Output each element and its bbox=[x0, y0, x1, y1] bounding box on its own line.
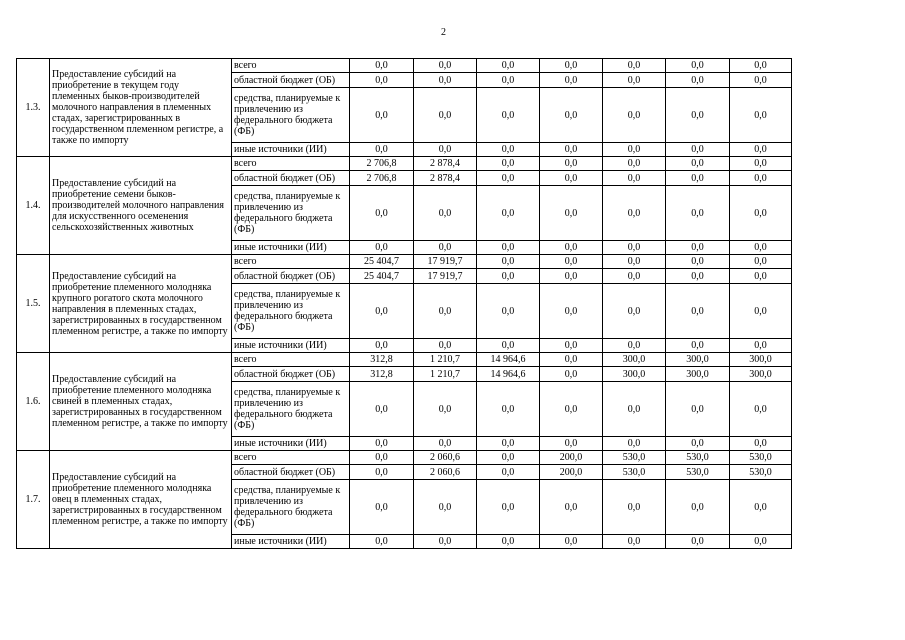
value-cell: 2 060,6 bbox=[414, 451, 477, 465]
value-cell: 300,0 bbox=[603, 353, 666, 367]
value-cell: 0,0 bbox=[603, 269, 666, 284]
funding-source-label: иные источники (ИИ) bbox=[232, 535, 350, 549]
value-cell: 0,0 bbox=[540, 59, 603, 73]
value-cell: 0,0 bbox=[414, 284, 477, 339]
funding-source-label: областной бюджет (ОБ) bbox=[232, 269, 350, 284]
funding-source-label: всего bbox=[232, 353, 350, 367]
value-cell: 1 210,7 bbox=[414, 353, 477, 367]
value-cell: 0,0 bbox=[666, 157, 730, 171]
value-cell: 0,0 bbox=[477, 535, 540, 549]
value-cell: 0,0 bbox=[414, 382, 477, 437]
value-cell: 0,0 bbox=[730, 143, 792, 157]
value-cell: 0,0 bbox=[603, 171, 666, 186]
value-cell: 0,0 bbox=[350, 59, 414, 73]
value-cell: 0,0 bbox=[666, 284, 730, 339]
value-cell: 0,0 bbox=[666, 88, 730, 143]
value-cell: 0,0 bbox=[477, 451, 540, 465]
value-cell: 0,0 bbox=[730, 382, 792, 437]
funding-source-label: средства, планируемые к привлечению из федерального бюджета (ФБ) bbox=[232, 186, 350, 241]
funding-source-label: иные источники (ИИ) bbox=[232, 241, 350, 255]
value-cell: 0,0 bbox=[350, 437, 414, 451]
table-row bbox=[17, 59, 792, 73]
value-cell: 0,0 bbox=[350, 339, 414, 353]
value-cell: 0,0 bbox=[603, 241, 666, 255]
value-cell: 25 404,7 bbox=[350, 255, 414, 269]
value-cell: 0,0 bbox=[666, 171, 730, 186]
value-cell: 0,0 bbox=[603, 157, 666, 171]
funding-source-label: средства, планируемые к привлечению из федерального бюджета (ФБ) bbox=[232, 88, 350, 143]
value-cell: 0,0 bbox=[730, 255, 792, 269]
funding-source-label: средства, планируемые к привлечению из федерального бюджета (ФБ) bbox=[232, 480, 350, 535]
table-row bbox=[17, 451, 792, 465]
funding-source-label: всего bbox=[232, 157, 350, 171]
value-cell: 300,0 bbox=[730, 367, 792, 382]
value-cell: 0,0 bbox=[730, 171, 792, 186]
value-cell: 0,0 bbox=[350, 143, 414, 157]
funding-source-label: областной бюджет (ОБ) bbox=[232, 171, 350, 186]
value-cell: 0,0 bbox=[666, 241, 730, 255]
value-cell: 0,0 bbox=[666, 437, 730, 451]
value-cell: 0,0 bbox=[477, 241, 540, 255]
funding-source-label: иные источники (ИИ) bbox=[232, 437, 350, 451]
value-cell: 0,0 bbox=[414, 535, 477, 549]
funding-source-label: областной бюджет (ОБ) bbox=[232, 73, 350, 88]
value-cell: 0,0 bbox=[730, 186, 792, 241]
value-cell: 0,0 bbox=[730, 437, 792, 451]
value-cell: 0,0 bbox=[540, 284, 603, 339]
value-cell: 0,0 bbox=[350, 382, 414, 437]
row-number: 1.7. bbox=[17, 451, 50, 549]
value-cell: 0,0 bbox=[414, 59, 477, 73]
funding-source-label: всего bbox=[232, 451, 350, 465]
row-number: 1.6. bbox=[17, 353, 50, 451]
value-cell: 0,0 bbox=[477, 382, 540, 437]
value-cell: 200,0 bbox=[540, 451, 603, 465]
value-cell: 0,0 bbox=[540, 382, 603, 437]
value-cell: 0,0 bbox=[666, 59, 730, 73]
value-cell: 312,8 bbox=[350, 353, 414, 367]
value-cell: 0,0 bbox=[540, 339, 603, 353]
table-row bbox=[17, 157, 792, 171]
table-body bbox=[17, 59, 792, 549]
value-cell: 0,0 bbox=[603, 382, 666, 437]
value-cell: 0,0 bbox=[477, 157, 540, 171]
value-cell: 0,0 bbox=[477, 437, 540, 451]
funding-source-label: областной бюджет (ОБ) bbox=[232, 367, 350, 382]
value-cell: 0,0 bbox=[730, 269, 792, 284]
value-cell: 0,0 bbox=[603, 535, 666, 549]
row-number: 1.3. bbox=[17, 59, 50, 157]
subsidy-table bbox=[16, 58, 792, 549]
value-cell: 17 919,7 bbox=[414, 255, 477, 269]
value-cell: 0,0 bbox=[666, 186, 730, 241]
value-cell: 0,0 bbox=[603, 284, 666, 339]
value-cell: 0,0 bbox=[540, 143, 603, 157]
value-cell: 0,0 bbox=[414, 88, 477, 143]
value-cell: 0,0 bbox=[730, 241, 792, 255]
value-cell: 0,0 bbox=[540, 255, 603, 269]
value-cell: 1 210,7 bbox=[414, 367, 477, 382]
value-cell: 0,0 bbox=[477, 465, 540, 480]
value-cell: 0,0 bbox=[350, 451, 414, 465]
value-cell: 0,0 bbox=[540, 367, 603, 382]
value-cell: 0,0 bbox=[414, 241, 477, 255]
value-cell: 0,0 bbox=[666, 480, 730, 535]
value-cell: 0,0 bbox=[540, 186, 603, 241]
value-cell: 0,0 bbox=[603, 88, 666, 143]
value-cell: 0,0 bbox=[350, 73, 414, 88]
value-cell: 0,0 bbox=[477, 143, 540, 157]
value-cell: 0,0 bbox=[350, 535, 414, 549]
value-cell: 0,0 bbox=[540, 353, 603, 367]
value-cell: 0,0 bbox=[540, 241, 603, 255]
value-cell: 0,0 bbox=[666, 143, 730, 157]
value-cell: 0,0 bbox=[730, 284, 792, 339]
value-cell: 0,0 bbox=[730, 73, 792, 88]
value-cell: 530,0 bbox=[730, 451, 792, 465]
value-cell: 300,0 bbox=[730, 353, 792, 367]
value-cell: 2 878,4 bbox=[414, 157, 477, 171]
value-cell: 0,0 bbox=[730, 88, 792, 143]
value-cell: 0,0 bbox=[350, 88, 414, 143]
value-cell: 0,0 bbox=[603, 255, 666, 269]
value-cell: 0,0 bbox=[603, 339, 666, 353]
value-cell: 0,0 bbox=[477, 480, 540, 535]
value-cell: 530,0 bbox=[730, 465, 792, 480]
value-cell: 0,0 bbox=[603, 480, 666, 535]
value-cell: 200,0 bbox=[540, 465, 603, 480]
value-cell: 0,0 bbox=[350, 284, 414, 339]
value-cell: 0,0 bbox=[603, 186, 666, 241]
value-cell: 0,0 bbox=[730, 59, 792, 73]
value-cell: 0,0 bbox=[666, 382, 730, 437]
value-cell: 300,0 bbox=[666, 367, 730, 382]
value-cell: 0,0 bbox=[350, 480, 414, 535]
value-cell: 0,0 bbox=[414, 186, 477, 241]
value-cell: 0,0 bbox=[603, 59, 666, 73]
measure-title: Предоставление субсидий на приобретение племенного молодняка крупного рогатого скота молочного направления в племенных стадах, зарегистрированных в государственном племенном регистре, а также по импорту bbox=[50, 255, 232, 353]
value-cell: 0,0 bbox=[477, 171, 540, 186]
value-cell: 530,0 bbox=[603, 465, 666, 480]
value-cell: 0,0 bbox=[666, 255, 730, 269]
value-cell: 0,0 bbox=[350, 465, 414, 480]
value-cell: 0,0 bbox=[350, 241, 414, 255]
page-number: 2 bbox=[441, 27, 446, 38]
value-cell: 0,0 bbox=[477, 339, 540, 353]
value-cell: 0,0 bbox=[540, 171, 603, 186]
value-cell: 0,0 bbox=[414, 480, 477, 535]
value-cell: 300,0 bbox=[603, 367, 666, 382]
row-number: 1.4. bbox=[17, 157, 50, 255]
funding-source-label: иные источники (ИИ) bbox=[232, 339, 350, 353]
value-cell: 0,0 bbox=[477, 255, 540, 269]
funding-source-label: всего bbox=[232, 59, 350, 73]
value-cell: 14 964,6 bbox=[477, 367, 540, 382]
value-cell: 300,0 bbox=[666, 353, 730, 367]
funding-source-label: средства, планируемые к привлечению из федерального бюджета (ФБ) bbox=[232, 382, 350, 437]
measure-title: Предоставление субсидий на приобретение племенного молодняка свиней в племенных стадах, зарегистрированных в государственном племенном регистре, а также по импорту bbox=[50, 353, 232, 451]
value-cell: 0,0 bbox=[540, 73, 603, 88]
value-cell: 0,0 bbox=[540, 535, 603, 549]
value-cell: 14 964,6 bbox=[477, 353, 540, 367]
value-cell: 0,0 bbox=[477, 88, 540, 143]
value-cell: 0,0 bbox=[477, 59, 540, 73]
value-cell: 17 919,7 bbox=[414, 269, 477, 284]
value-cell: 0,0 bbox=[540, 88, 603, 143]
value-cell: 0,0 bbox=[540, 437, 603, 451]
value-cell: 0,0 bbox=[477, 269, 540, 284]
value-cell: 0,0 bbox=[540, 480, 603, 535]
value-cell: 2 706,8 bbox=[350, 171, 414, 186]
table-row bbox=[17, 353, 792, 367]
funding-source-label: всего bbox=[232, 255, 350, 269]
value-cell: 530,0 bbox=[666, 465, 730, 480]
measure-title: Предоставление субсидий на приобретение семени быков-производителей молочного направления для искусственного осеменения сельскохозяйственных животных bbox=[50, 157, 232, 255]
value-cell: 0,0 bbox=[414, 143, 477, 157]
value-cell: 0,0 bbox=[666, 535, 730, 549]
table-row bbox=[17, 255, 792, 269]
value-cell: 0,0 bbox=[666, 269, 730, 284]
value-cell: 0,0 bbox=[603, 437, 666, 451]
value-cell: 0,0 bbox=[603, 73, 666, 88]
row-number: 1.5. bbox=[17, 255, 50, 353]
value-cell: 0,0 bbox=[540, 269, 603, 284]
value-cell: 530,0 bbox=[666, 451, 730, 465]
value-cell: 0,0 bbox=[540, 157, 603, 171]
value-cell: 25 404,7 bbox=[350, 269, 414, 284]
value-cell: 0,0 bbox=[603, 143, 666, 157]
value-cell: 0,0 bbox=[730, 535, 792, 549]
funding-source-label: иные источники (ИИ) bbox=[232, 143, 350, 157]
value-cell: 530,0 bbox=[603, 451, 666, 465]
value-cell: 2 060,6 bbox=[414, 465, 477, 480]
value-cell: 0,0 bbox=[414, 73, 477, 88]
value-cell: 2 878,4 bbox=[414, 171, 477, 186]
value-cell: 0,0 bbox=[414, 339, 477, 353]
funding-source-label: средства, планируемые к привлечению из федерального бюджета (ФБ) bbox=[232, 284, 350, 339]
value-cell: 0,0 bbox=[414, 437, 477, 451]
value-cell: 0,0 bbox=[666, 73, 730, 88]
value-cell: 0,0 bbox=[730, 480, 792, 535]
measure-title: Предоставление субсидий на приобретение племенного молодняка овец в племенных стадах, зарегистрированных в государственном племенном регистре, а также по импорту bbox=[50, 451, 232, 549]
value-cell: 0,0 bbox=[350, 186, 414, 241]
value-cell: 0,0 bbox=[477, 186, 540, 241]
value-cell: 0,0 bbox=[730, 339, 792, 353]
value-cell: 0,0 bbox=[730, 157, 792, 171]
value-cell: 312,8 bbox=[350, 367, 414, 382]
measure-title: Предоставление субсидий на приобретение в текущем году племенных быков-производителей молочного направления в племенных стадах, зарегистрированных в государственном племенном регистре, а также по импорту bbox=[50, 59, 232, 157]
value-cell: 0,0 bbox=[477, 284, 540, 339]
funding-source-label: областной бюджет (ОБ) bbox=[232, 465, 350, 480]
value-cell: 0,0 bbox=[666, 339, 730, 353]
value-cell: 0,0 bbox=[477, 73, 540, 88]
value-cell: 2 706,8 bbox=[350, 157, 414, 171]
